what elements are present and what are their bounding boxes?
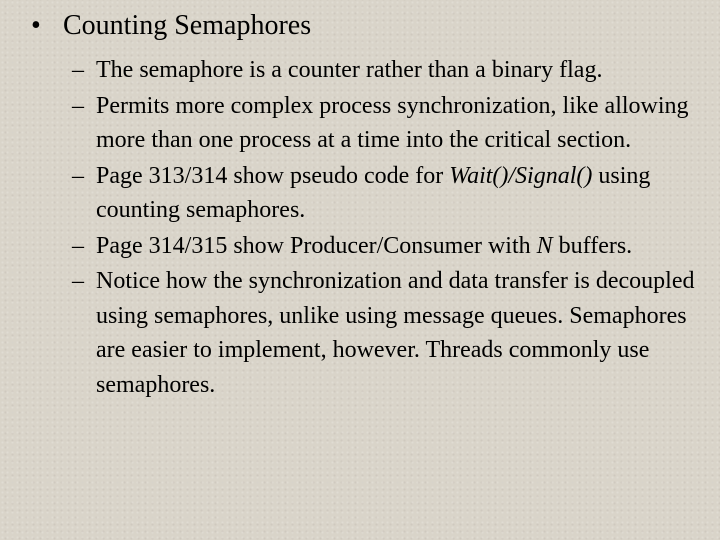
emphasized-text: Wait()/Signal() — [449, 162, 593, 189]
dash-icon: – — [72, 268, 84, 294]
list-item — [72, 264, 712, 402]
list-item — [72, 159, 712, 228]
list-item-text-start: Page 314/315 show Producer/Consumer with — [96, 232, 537, 259]
list-item-text: The semaphore is a counter rather than a binary flag. — [96, 57, 603, 83]
list-item-text-end: buffers. — [552, 232, 633, 259]
dash-icon: – — [72, 162, 84, 189]
dash-icon: – — [72, 57, 84, 83]
list-item-text-start: Page 313/314 show pseudo code for — [96, 162, 450, 189]
heading-bullet-item — [31, 8, 311, 44]
sub-bullet-list — [72, 53, 712, 403]
slide-heading: Counting Semaphores — [63, 10, 312, 41]
list-item-text-end: using counting semaphores. — [96, 162, 651, 223]
emphasized-text: N — [536, 232, 553, 259]
list-item-text: Notice how the synchronization and data transfer is decoupled using semaphores, unlike using message queues. Semaphores are easier to implement, however. Threads commonly use semaphores. — [96, 268, 695, 398]
dash-icon: – — [72, 232, 84, 259]
list-item-text: Permits more complex process synchronization, like allowing more than one process at a time into the critical section. — [96, 92, 689, 153]
list-item — [72, 89, 712, 158]
dash-icon: – — [72, 92, 84, 119]
list-item — [72, 229, 712, 264]
bullet-icon: • — [31, 10, 41, 41]
list-item — [72, 53, 712, 88]
